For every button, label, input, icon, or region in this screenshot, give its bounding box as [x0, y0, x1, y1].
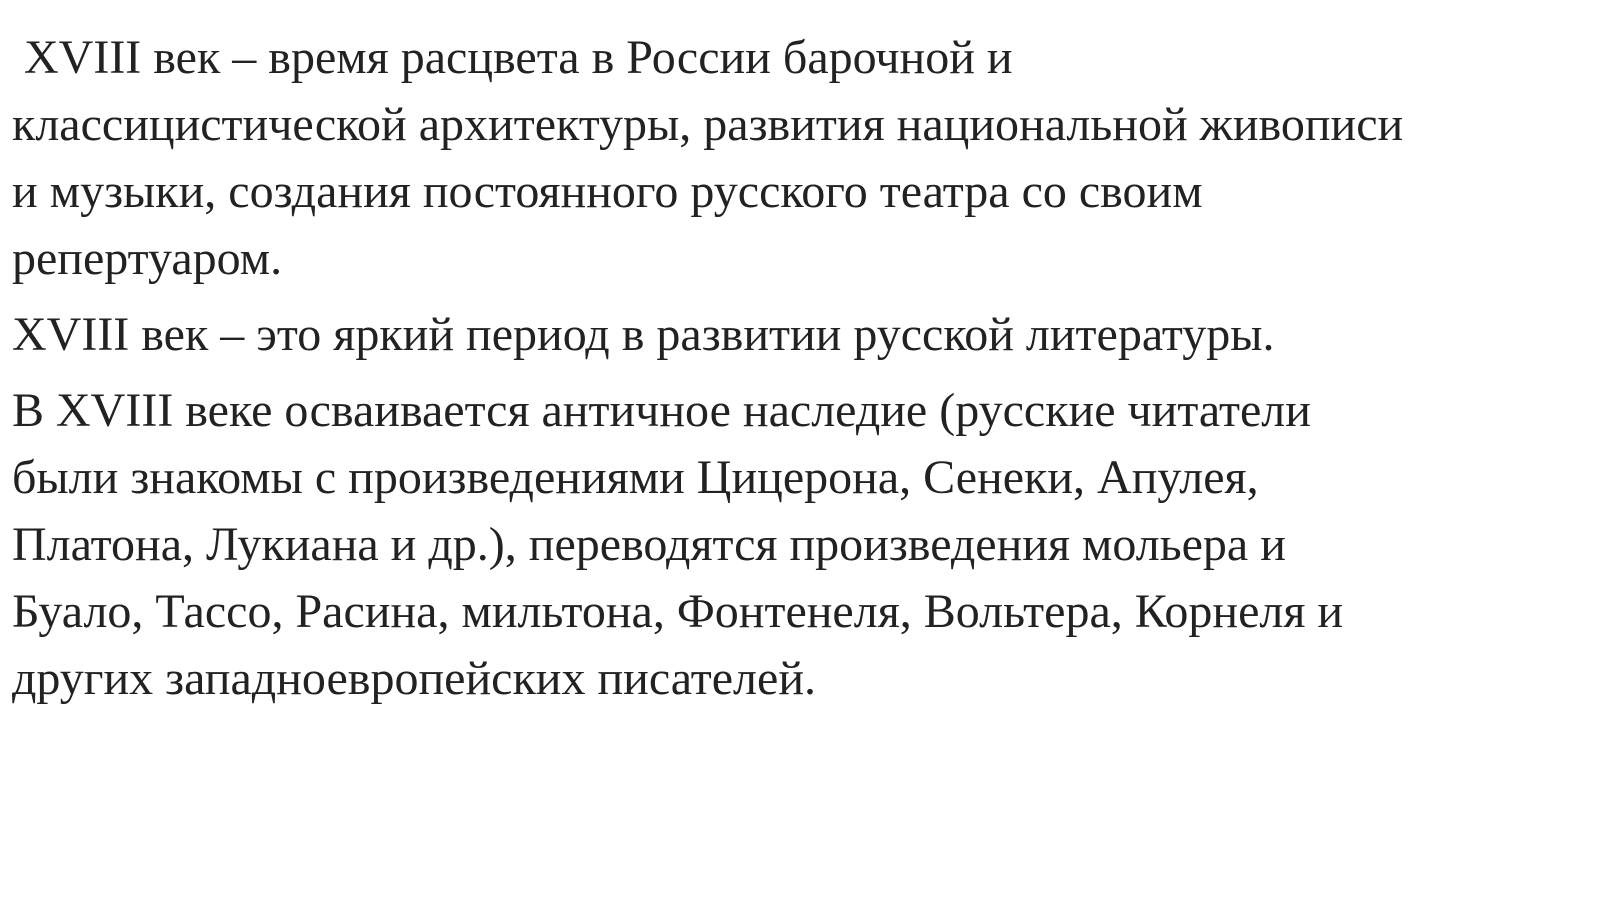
text-line: репертуаром.: [12, 232, 283, 285]
paragraph-antique-heritage: [12, 377, 1582, 712]
paragraph-intro: [12, 24, 1582, 292]
text-line: и музыки, создания постоянного русского театра со своим: [12, 165, 1203, 218]
text-line: XVIII век – это яркий период в развитии русской литературы.: [12, 308, 1275, 361]
text-line: других западноевропейских писателей.: [12, 652, 816, 705]
text-line: XVIII век – время расцвета в России барочной и: [12, 31, 1013, 84]
body-text: [12, 24, 1582, 712]
text-line: Платона, Лукиана и др.), переводятся произведения мольера и: [12, 518, 1286, 571]
text-line: В XVIII веке осваивается античное наследие (русские читатели: [12, 384, 1311, 437]
paragraph-literature: [12, 301, 1582, 368]
text-line: были знакомы с произведениями Цицерона, Сенеки, Апулея,: [12, 451, 1259, 504]
text-line: Буало, Тассо, Расина, мильтона, Фонтенеля, Вольтера, Корнеля и: [12, 585, 1344, 638]
text-line: классицистической архитектуры, развития национальной живописи: [12, 98, 1404, 151]
